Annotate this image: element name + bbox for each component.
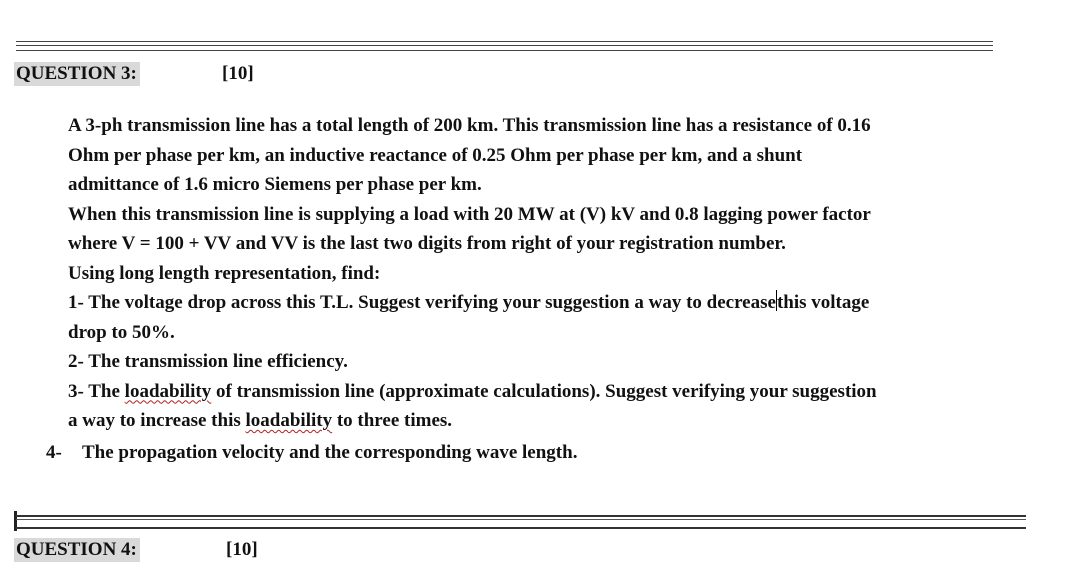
item-3-prefix: 3- The (68, 380, 125, 402)
item-3-line-2-rest: to three times. (332, 410, 453, 431)
spellcheck-word[interactable]: loadability (245, 410, 333, 431)
question-3-marks: [10] (222, 63, 254, 84)
paragraph-line: where V = 100 + VV and VV is the last two digits from right of your registration number. (68, 233, 786, 254)
paragraph-line: Ohm per phase per km, an inductive reactance of 0.25 Ohm per phase per km, and a shunt (68, 144, 803, 166)
paragraph-line: When this transmission line is supplying a load with 20 MW at (V) kV and 0.8 lagging power factor (68, 203, 871, 225)
question-4-marks: [10] (226, 539, 258, 560)
item-3-line-2 (68, 406, 1018, 436)
item-1-line-2: drop to 50%. (68, 321, 175, 343)
question-3-body (68, 111, 1018, 436)
question-4-heading (14, 538, 258, 562)
question-3-label: QUESTION 3: (14, 62, 140, 86)
item-3-line-2-prefix: a way to increase this (68, 410, 246, 431)
item-4-number: 4- (46, 442, 62, 463)
item-2: 2- The transmission line efficiency. (68, 351, 348, 372)
question-4-label: QUESTION 4: (14, 538, 140, 562)
item-3-line-1 (68, 377, 1018, 407)
item-1-line-1 (68, 288, 1018, 318)
bottom-double-rule (16, 515, 1026, 529)
spellcheck-word[interactable]: loadability (124, 380, 212, 402)
paragraph-line: admittance of 1.6 micro Siemens per phase per km. (68, 174, 482, 195)
paragraph-line: Using long length representation, find: (68, 262, 381, 284)
question-3-heading (14, 62, 254, 86)
top-double-rule (16, 41, 993, 51)
item-4 (46, 438, 577, 467)
item-1-text-before-cursor: 1- The voltage drop across this T.L. Suggest verifying your suggestion a way to decrease (68, 292, 776, 313)
item-3-rest: of transmission line (approximate calculations). Suggest verifying your suggestion (211, 380, 877, 402)
paragraph-line: A 3-ph transmission line has a total length of 200 km. This transmission line has a resistance of 0.16 (68, 115, 871, 136)
item-1-text-after-cursor: this voltage (776, 292, 870, 313)
item-4-text: The propagation velocity and the corresponding wave length. (82, 442, 578, 463)
